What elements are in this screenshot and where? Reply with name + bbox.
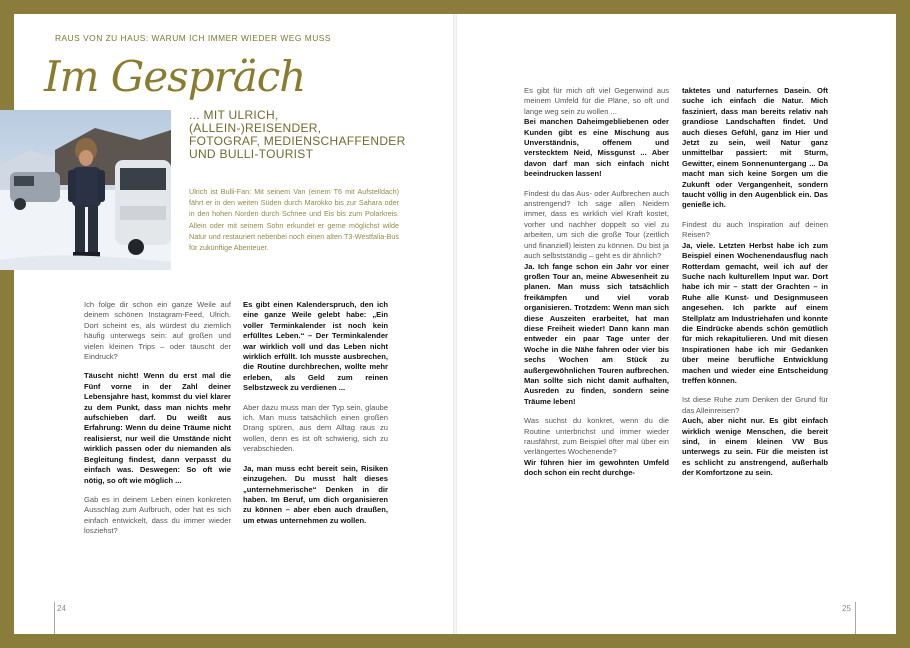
text-column-2 [243,300,388,535]
left-page [14,14,455,634]
question-paragraph: Aber dazu muss man der Typ sein, glaube ich. Man muss tatsächlich einen großen Drang spüren, aus dem Alltag raus zu wollen, denn es ist oft schwierig, sich zu verabschieden. [243,402,388,454]
answer-paragraph: Es gibt einen Kalenderspruch, den ich eine ganze Weile gelebt habe: „Ein voller Terminkalender ist noch kein erfülltes Leben.“ – Der Terminkalender war wirklich voll und das Leben nicht wirklich erfüllt. Ich musste ausbrechen, die Routine durchbrechen, wollte mehr erleben, als Geld zum reinen Selbstzweck zu verdienen ... [243,300,388,393]
answer-paragraph: Täuscht nicht! Wenn du erst mal die Fünf vorne in der Zahl deiner Lebensjahre hast, kommst du viel klarer zu dem Punkt, dass man nichts mehr aufschieben darf. Du weißt aus Erfahrung: Wenn du deine Träume nicht realisierst, nur weil die Umstände nicht wirklich passen oder du niemanden als Begleitung findest, dann verpasst du einfach was. Deswegen: So oft wie nötig, so oft wie möglich ... [84,371,231,485]
portrait-photo [0,110,171,270]
question-paragraph: Gab es in deinem Leben einen konkreten Ausschlag zum Aufbruch, oder hat es sich einfach entwickelt, dass du immer wieder losziehst? [84,494,231,536]
answer-paragraph: Auch, aber nicht nur. Es gibt einfach wirklich wenige Menschen, die bereit sind, in einem kleinen VW Bus unterwegs zu sein. Für die meisten ist es schlicht zu anstrengend, außerhalb der Komfortzone zu sein. [682,416,828,478]
text-column-1 [84,300,231,546]
answer-paragraph: Ja, man muss echt bereit sein, Risiken einzugehen. Du musst halt dieses „unternehmerische“ Denken in dir haben. Im Beruf, um dich organisieren zu können – aber eben auch draußen, um etwas unternehmen zu wollen. [243,463,388,525]
question-paragraph: Was suchst du konkret, wenn du die Routine unterbrichst und immer wieder rausfährst, zum Beispiel öfter mal über ein verlängertes Wochenende? [524,416,669,457]
page-number-left: 24 [57,604,66,613]
spine-gutter [453,14,457,634]
question-paragraph: Es gibt für mich oft viel Gegenwind aus meinem Umfeld für die Pläne, so oft und lange weg sein zu wollen ... [524,86,669,116]
page-number-right: 25 [842,604,851,613]
answer-paragraph: Ja. Ich fange schon ein Jahr vor einer großen Tour an, meine Abwesenheit zu planen. Man muss sich tatsächlich freikämpfen und viel vorab organisieren. Trotzdem: Wenn man sich diese Auszeiten erarbeitet, hat man diese Freiheit wieder! Dann kann man entweder ein paar Tage unter der Woche in die Nähe fahren oder vier bis sechs Wochen am Stück zu außergewöhnlichen Touren aufbrechen. Man sollte sich nicht damit aufhalten, Ausreden zu finden, sondern seine Träume leben! [524,261,669,406]
subtitle-line: FOTOGRAF, MEDIENSCHAFFENDER [189,134,406,148]
article-title: Im Gespräch [44,52,306,101]
page-corner-rule [855,602,856,634]
article-subtitle [189,109,439,161]
text-column-3 [524,86,669,488]
answer-paragraph: Ja, viele. Letzten Herbst habe ich zum Beispiel einen Wochenendausflug nach Rotterdam gemacht, weil ich auf der Suche nach kulturellem Input war. Dort habe ich mir – statt der Grachten – in Ruhe alle Kunst- und Designmuseen angesehen. Ich parkte auf einem Stellplatz am Industriehafen und konnte die Eindrücke abends schön gemütlich für mich rekapitulieren. Und mit diesen Inspirationen habe ich mir Gedanken über meine berufliche Entwicklung machen und wieder eine Entscheidung treffen können. [682,240,828,385]
question-paragraph: Findest du auch Inspiration auf deinen Reisen? [682,219,828,240]
question-paragraph: Findest du das Aus- oder Aufbrechen auch anstrengend? Ich sage allen Neidern immer, dass es wirklich viel Kraft kostet, vorher und nachher doppelt so viel zu arbeiten, um sich die große Tour (zeitlich und finanziell) leisten zu können. Du bist ja auch selbstständig – geht es dir ähnlich? [524,188,669,261]
subtitle-line: ... MIT ULRICH, [189,108,279,122]
page-corner-rule [54,602,55,634]
subtitle-line: UND BULLI-TOURIST [189,147,314,161]
question-paragraph: Ist diese Ruhe zum Denken der Grund für das Alleinreisen? [682,395,828,415]
question-paragraph: Ich folge dir schon ein ganze Weile auf deinem schönen Instagram-Feed, Ulrich. Dort scheint es, als würdest du ziemlich häufig unterwegs sein: auf großen und vielen kleinen Trips – oder täuscht der Eindruck? [84,300,231,362]
subtitle-line: (ALLEIN-)REISENDER, [189,121,322,135]
answer-paragraph: Wir führen hier im gewohnten Umfeld doch schon ein recht durchge- [524,457,669,478]
right-page [455,14,896,634]
intro-paragraph: Ulrich ist Bulli-Fan: Mit seinem Van (einem T6 mit Aufstelldach) fährt er in den weiten Süden durch Marokko bis zur Sahara oder in den hohen Norden durch Schnee und Eis bis zum Polarkreis. Allein oder mit seinem Sohn erkundet er gerne möglichst wilde Natur und restauriert nebenbei noch einen alten T3-Westfalia-Bus für zukünftige Abenteuer. [189,187,399,253]
text-column-4 [682,86,828,488]
photo-illustration [0,110,171,270]
answer-paragraph: taktetes und naturfernes Dasein. Oft suche ich einfach die Natur. Mich fasziniert, dass man bereits relativ nah grandiose Landschaften findet. Und auch dieses Gefühl, ganz im Hier und Jetzt zu sein, weil Natur ganz unmittelbar passiert: mit Sturm, Gewitter, einem Sonnenuntergang ... Da macht man sich keine Sorgen um die Zukunft oder Vergangenheit, sondern taucht völlig in den Augenblick ein. Das genieße ich. [682,86,828,210]
running-head: RAUS VON ZU HAUS: WARUM ICH IMMER WIEDER WEG MUSS [55,33,331,43]
answer-paragraph: Bei manchen Daheimgebliebenen oder Kunden gibt es eine Mischung aus Unverständnis, offenem und verstecktem Neid, Missgunst ... Aber davon darf man sich einfach nicht beeindrucken lassen! [524,117,669,179]
